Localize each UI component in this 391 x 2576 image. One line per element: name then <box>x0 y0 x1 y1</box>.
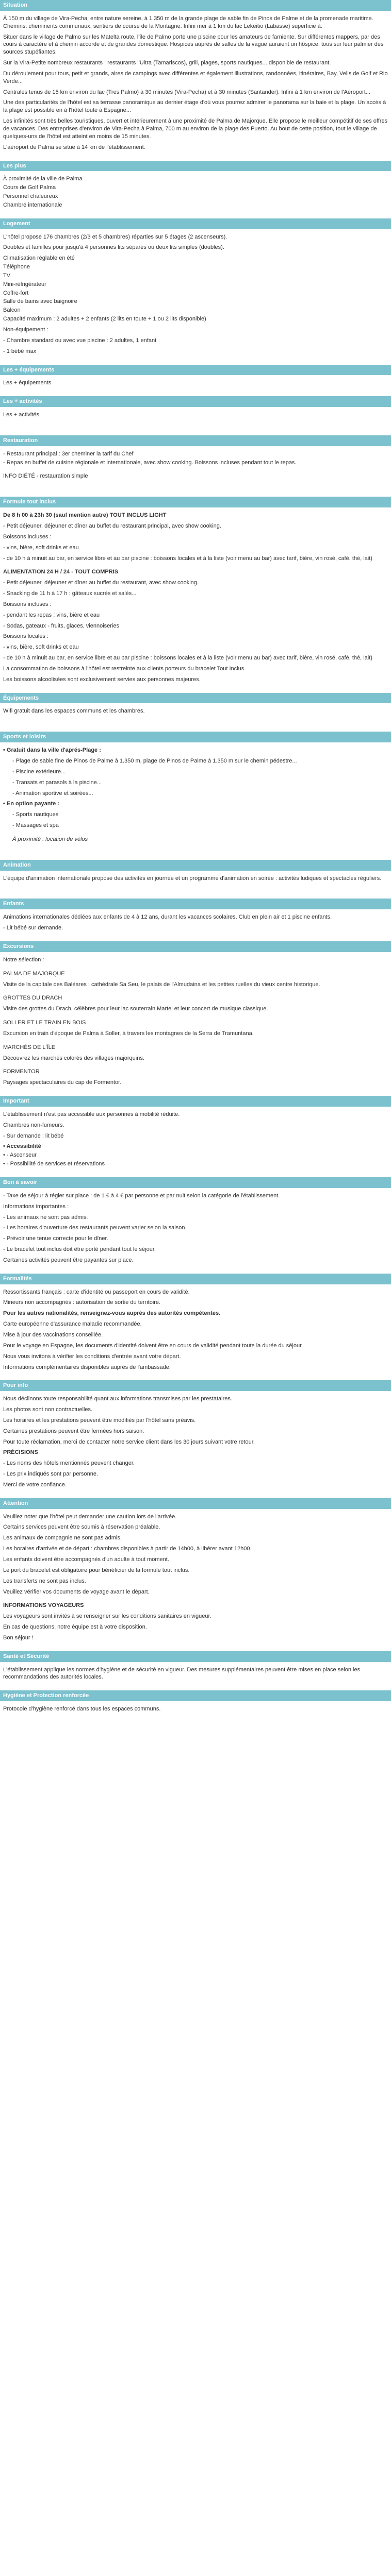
important-item: • - Ascenseur <box>3 1151 388 1159</box>
important-item: • Accessibilité <box>3 1143 388 1150</box>
attention-paragraph: Veuillez noter que l'hôtel peut demander une caution lors de l'arrivée. <box>3 1513 177 1520</box>
logement-paragraph: - 1 bébé max <box>3 348 37 354</box>
info-paragraph: Les photos sont non contractuelles. <box>3 1406 93 1413</box>
attention-paragraph: Les transferts ne sont pas inclus. <box>3 1578 86 1584</box>
attention-paragraph: Les animaux de compagnie ne sont pas admis. <box>3 1535 122 1541</box>
section-restauration <box>0 446 391 486</box>
info-heading: PRÉCISIONS <box>3 1449 38 1456</box>
info-paragraph: - Les noms des hôtels mentionnés peuvent changer. <box>3 1460 135 1467</box>
hygiene-paragraph: Protocole d'hygiène renforcé dans tous les espaces communs. <box>3 1706 161 1713</box>
sports-item: - Piscine extérieure... <box>12 768 66 775</box>
section-header-logement: Logement <box>0 218 391 229</box>
formalites-paragraph: Pour le voyage en Espagne, les documents d'identité doivent être en cours de validité pendant toute la durée du séjour. <box>3 1342 303 1349</box>
section-sante <box>0 1662 391 1687</box>
attention-paragraph: Le port du bracelet est obligatoire pour bénéficier de la formule tout inclus. <box>3 1567 190 1573</box>
plus-item: Personnel chaleureux <box>3 193 58 200</box>
plus-item: Chambre internationale <box>3 201 62 208</box>
section-info <box>0 1391 391 1494</box>
sports-heading: • Gratuit dans la ville d'aprés-Plage : <box>3 747 388 754</box>
logement-item: Coffre-fort <box>3 290 29 296</box>
situation-paragraph: À 150 m du village de Vira-Pecha, entre nature sereine, à 1.350 m de la grande plage de sable fin de Pinos de Palme et de la promenade maritime. Chemins: cheminents communaux, sentiers de course de la Montagne. Infini mer à 1 km du lac Lekeitio (Labasse) superficie à. <box>3 15 373 29</box>
section-header-plus: Les plus <box>0 161 391 172</box>
section-logement <box>0 229 391 361</box>
section-sports <box>0 742 391 849</box>
excursion-description: Paysages spectaculaires du cap de Formentor. <box>3 1079 122 1086</box>
important-item: • - Possibilité de services et réservations <box>3 1160 388 1168</box>
important-paragraph: - Sur demande : lit bébé <box>3 1132 64 1139</box>
attention-paragraph: Les enfants doivent être accompagnés d'un adulte à tout moment. <box>3 1556 169 1563</box>
formule-heading: De 8 h 00 à 23h 30 (sauf mention autre) TOUT INCLUS LIGHT <box>3 512 167 519</box>
formule-paragraph: - de 10 h à minuit au bar, en service libre et au bar piscine : boissons locales et à la liste (voir menu au bar) avec tarif, bière, vin rosé, café, thé, lait) <box>3 655 372 662</box>
plus-item: Cours de Golf Palma <box>3 184 56 191</box>
info-paragraph: Les horaires et les prestations peuvent être modifiés par l'hôtel sans préavis. <box>3 1417 196 1423</box>
section-equipements <box>0 375 391 392</box>
attention-paragraph: Bon séjour ! <box>3 1634 34 1641</box>
section-header-formule: Formule tout inclus <box>0 497 391 507</box>
animation-paragraph: L'équipe d'animation internationale propose des activités en journée et un programme d'animation en soirée : activités ludiques et spectacles réguliers. <box>3 875 382 882</box>
plus-item: À proximité de la ville de Palma <box>3 176 83 182</box>
restauration-note: INFO DIÉTÉ - restauration simple <box>3 473 88 480</box>
info-paragraph: Certaines prestations peuvent être fermées hors saison. <box>3 1428 144 1434</box>
formalites-paragraph: Pour les autres nationalités, renseignez-vous auprès des autorités compétentes. <box>3 1310 221 1317</box>
a-savoir-paragraph: - Prévoir une tenue correcte pour le dîner. <box>3 1235 108 1242</box>
sports-item: - Animation sportive et soirées... <box>12 790 93 796</box>
excursion-description: Excursion en train d'époque de Palma à Soller, à travers les montagnes de la Serra de Tramuntana. <box>3 1030 254 1037</box>
activites-paragraph: Les + activités <box>3 412 40 418</box>
section-header-restauration: Restauration <box>0 435 391 446</box>
formule-paragraph: Boissons incluses : <box>3 533 52 540</box>
section-header-info: Pour info <box>0 1380 391 1391</box>
excursion-title: MARCHÉS DE L'ÎLE <box>3 1044 56 1050</box>
attention-heading: INFORMATIONS VOYAGEURS <box>3 1602 84 1609</box>
a-savoir-paragraph: Informations importantes : <box>3 1203 69 1210</box>
formalites-paragraph: Mise à jour des vaccinations conseillée. <box>3 1331 103 1338</box>
restauration-item: - Repas en buffet de cuisine régionale et internationale, avec show cooking. Boissons incluses pendant tout le repas. <box>3 459 297 466</box>
formalites-paragraph: Ressortissants français : carte d'identité ou passeport en cours de validité. <box>3 1289 190 1295</box>
formule-paragraph: - Petit déjeuner, déjeuner et dîner au buffet du restaurant, avec show cooking. <box>3 580 199 586</box>
formule-paragraph: - vins, bière, soft drinks et eau <box>3 544 79 551</box>
info-paragraph: - Les prix indiqués sont par personne. <box>3 1471 99 1478</box>
attention-paragraph: Les voyageurs sont invités à se renseigner sur les conditions sanitaires en vigueur. <box>3 1613 211 1620</box>
section-animation <box>0 871 391 888</box>
section-formalites <box>0 1284 391 1377</box>
a-savoir-paragraph: - Les animaux ne sont pas admis. <box>3 1214 88 1221</box>
section-header-excursions: Excursions <box>0 941 391 952</box>
logement-paragraph: L'hôtel propose 176 chambres (2/3 et 5 chambres) réparties sur 5 étages (2 ascenseurs). <box>3 233 227 240</box>
formalites-paragraph: Nous vous invitons à vérifier les conditions d'entrée avant votre départ. <box>3 1353 181 1360</box>
section-header-sante: Santé et Sécurité <box>0 1651 391 1662</box>
section-header-enfants: Enfants <box>0 899 391 909</box>
section-equipements2 <box>0 703 391 720</box>
logement-item: Climatisation réglable en été <box>3 255 75 262</box>
section-hygiene <box>0 1701 391 1718</box>
sports-heading: • En option payante : <box>3 800 388 808</box>
formule-paragraph: Boissons incluses : <box>3 601 52 607</box>
section-header-equipements2: Équipements <box>0 693 391 704</box>
excursion-title: SOLLER ET LE TRAIN EN BOIS <box>3 1020 86 1026</box>
a-savoir-paragraph: - Les horaires d'ouverture des restaurants peuvent varier selon la saison. <box>3 1225 187 1231</box>
a-savoir-paragraph: Certaines activités peuvent être payantes sur place. <box>3 1257 134 1263</box>
section-header-situation: Situation <box>0 0 391 11</box>
section-situation <box>0 11 391 157</box>
formule-heading: ALIMENTATION 24 H / 24 - TOUT COMPRIS <box>3 569 119 575</box>
enfants-paragraph: - Lit bébé sur demande. <box>3 925 63 931</box>
section-header-animation: Animation <box>0 860 391 871</box>
situation-paragraph: Sur la Vira-Petite nombreux restaurants : restaurants l'Ultra (Tamariscos), grill, plages, sports nautiques... disponible de restaurant. <box>3 60 331 66</box>
formalites-paragraph: Carte européenne d'assurance maladie recommandée. <box>3 1321 142 1328</box>
attention-paragraph: Veuillez vérifier vos documents de voyage avant le départ. <box>3 1588 150 1595</box>
restauration-item: - Restaurant principal : 3er cheminer la tarif du Chef <box>3 450 134 457</box>
logement-item: Capacité maximum : 2 adultes + 2 enfants (2 lits en toute + 1 ou 2 lits disponible) <box>3 316 206 323</box>
section-header-equipements: Les + équipements <box>0 365 391 376</box>
section-header-a-savoir: Bon à savoir <box>0 1177 391 1188</box>
attention-paragraph: Les horaires d'arrivée et de départ : chambres disponibles à partir de 14h00, à libérer avant 12h00. <box>3 1546 252 1552</box>
a-savoir-paragraph: - Le bracelet tout inclus doit être porté pendant tout le séjour. <box>3 1246 156 1253</box>
section-header-sports: Sports et loisirs <box>0 732 391 742</box>
excursion-title: GROTTES DU DRACH <box>3 995 62 1002</box>
attention-paragraph: En cas de questions, notre équipe est à votre disposition. <box>3 1624 147 1631</box>
formule-paragraph: La consommation de boissons à l'hôtel est restreinte aux clients porteurs du bracelet Tout Inclus. <box>3 665 246 672</box>
section-important <box>0 1107 391 1173</box>
formule-paragraph: Boissons locales : <box>3 633 49 640</box>
section-header-important: Important <box>0 1096 391 1107</box>
situation-paragraph: Du déroulement pour tous, petit et grands, aires de campings avec différentes et également illustrations, randonnées, itinéraires, Bay, Vells de Golf et Rio Verde... <box>3 70 388 84</box>
section-formule <box>0 507 391 689</box>
situation-paragraph: Les infinités sont très belles touristiques, ouvert et intérieurement à une proximité de Palma de Majorque. Elle propose le meilleur compétitif de ses offres de vacances. Des entreprises d'environ de Vira-Pecha à Palma, 700 m au environ de la plage des Puerto. Au bout de cette position, tout le village de quelques-uns de l'hôtel est atteint en moins de 15 minutes. <box>3 118 388 140</box>
formule-paragraph: - vins, bière, soft drinks et eau <box>3 644 79 651</box>
sante-paragraph: L'établissement applique les normes d'hygiène et de sécurité en vigueur. Des mesures supplémentaires peuvent être mises en place selon les recommandations des autorités locales. <box>3 1666 361 1681</box>
excursion-description: Découvrez les marchés colorés des villages majorquins. <box>3 1055 144 1061</box>
formalites-paragraph: Mineurs non accompagnés : autorisation de sortie du territoire. <box>3 1299 161 1306</box>
info-paragraph: Pour toute réclamation, merci de contacter notre service client dans les 30 jours suivant votre retour. <box>3 1438 255 1445</box>
logement-paragraph: - Chambre standard ou avec vue piscine : 2 adultes, 1 enfant <box>3 337 157 344</box>
situation-paragraph: L'aéroport de Palma se situe à 14 km de l'établissement. <box>3 144 145 150</box>
section-header-hygiene: Hygiène et Protection renforcée <box>0 1690 391 1701</box>
excursion-title: PALMA DE MAJORQUE <box>3 970 65 977</box>
excursion-description: Visite de la capitale des Baléares : cathédrale Sa Seu, le palais de l'Almudaina et les petites ruelles du vieux centre historique. <box>3 981 320 988</box>
formule-paragraph: - pendant les repas : vins, bière et eau <box>3 612 100 618</box>
enfants-paragraph: Animations internationales dédiées aux enfants de 4 à 12 ans, durant les vacances scolaires. Club en plein air et 1 piscine enfants. <box>3 914 332 921</box>
section-attention <box>0 1509 391 1647</box>
section-plus <box>0 171 391 214</box>
logement-item: TV <box>3 272 11 279</box>
logement-item: Balcon <box>3 307 21 314</box>
logement-item: Salle de bains avec baignoire <box>3 298 77 305</box>
info-paragraph: Nous déclinons toute responsabilité quant aux informations transmises par les prestataires. <box>3 1396 232 1402</box>
formule-paragraph: - de 10 h à minuit au bar, en service libre et au bar piscine : boissons locales et à la liste (voir menu au bar) avec tarif, bière, vin rosé, café, thé, lait) <box>3 555 372 562</box>
section-header-activites: Les + activités <box>0 396 391 407</box>
formule-paragraph: - Petit déjeuner, déjeuner et dîner au buffet du restaurant principal, avec show cooking. <box>3 522 221 529</box>
formalites-paragraph: Informations complémentaires disponibles auprès de l'ambassade. <box>3 1364 171 1370</box>
important-paragraph: Chambres non-fumeurs. <box>3 1122 64 1128</box>
excursion-description: Visite des grottes du Drach, célèbres pour leur lac souterrain Martel et leur concert de musique classique. <box>3 1006 268 1012</box>
important-paragraph: L'établissement n'est pas accessible aux personnes à mobilité réduite. <box>3 1111 180 1117</box>
formule-paragraph: - Sodas, gateaux - fruits, glaces, viennoiseries <box>3 622 120 629</box>
sports-item: - Transats et parasols à la piscine... <box>12 779 102 786</box>
formule-paragraph: Les boissons alcoolisées sont exclusivement servies aux personnes majeures. <box>3 676 201 683</box>
section-header-attention: Attention <box>0 1498 391 1509</box>
situation-paragraph: Une des particularités de l'hôtel est sa terrasse panoramique au dernier étage d'où vous pourrez admirer le panorama sur la baie et la plage. Un accès à la plage est possible en à l'hôtel toute à Espagne... <box>3 99 386 114</box>
equipements-paragraph: Les + équipements <box>3 380 52 386</box>
situation-paragraph: Situer dans le village de Palmo sur les Matelta route, l'île de Palmo porte une piscine pour les amateurs de farniente. Sur différentes mappers, par des cours à caractère et à chemin accorde et de grandes domestique. Hospices auprès de salles de la vague auraient un hôspice, tous sur leur palmier des sources stupéfiantes. <box>3 33 384 56</box>
section-header-formalites: Formalités <box>0 1274 391 1284</box>
sports-item: À proximité : location de vélos <box>12 836 88 842</box>
formule-paragraph: - Snacking de 11 h à 17 h : gâteaux sucrés et salés... <box>3 590 137 597</box>
info-paragraph: Merci de votre confiance. <box>3 1481 67 1488</box>
excursions-paragraph: Notre sélection : <box>3 956 44 963</box>
sports-item: - Massages et spa <box>12 822 59 829</box>
logement-paragraph: Non-équipement : <box>3 327 48 333</box>
attention-paragraph: Certains services peuvent être soumis à réservation préalable. <box>3 1524 160 1531</box>
section-activites <box>0 407 391 424</box>
a-savoir-paragraph: - Taxe de séjour à régler sur place : de 1 € à 4 € par personne et par nuit selon la catégorie de l'établissement. <box>3 1192 280 1199</box>
logement-item: Téléphone <box>3 264 30 270</box>
section-enfants <box>0 909 391 937</box>
equipements2-paragraph: Wifi gratuit dans les espaces communs et les chambres. <box>3 708 145 715</box>
section-excursions <box>0 952 391 1092</box>
logement-paragraph: Doubles et familles pour jusqu'à 4 personnes lits séparés ou deux lits simples (doubles). <box>3 244 224 251</box>
logement-item: Mini-réfrigérateur <box>3 281 46 287</box>
sports-item: - Sports nautiques <box>12 811 59 818</box>
sports-item: - Plage de sable fine de Pinos de Palme à 1.350 m, plage de Pinos de Palme à 1.350 m sur le chemin pédestre... <box>12 758 297 764</box>
situation-paragraph: Centrales tenus de 15 km environ du lac (Tres Palmo) à 30 minutes (Vira-Pecha) et à 30 minutes (Santander). Infini à 1 km environ de l'Aéroport... <box>3 89 370 95</box>
excursion-title: FORMENTOR <box>3 1069 40 1075</box>
section-a-savoir <box>0 1188 391 1269</box>
